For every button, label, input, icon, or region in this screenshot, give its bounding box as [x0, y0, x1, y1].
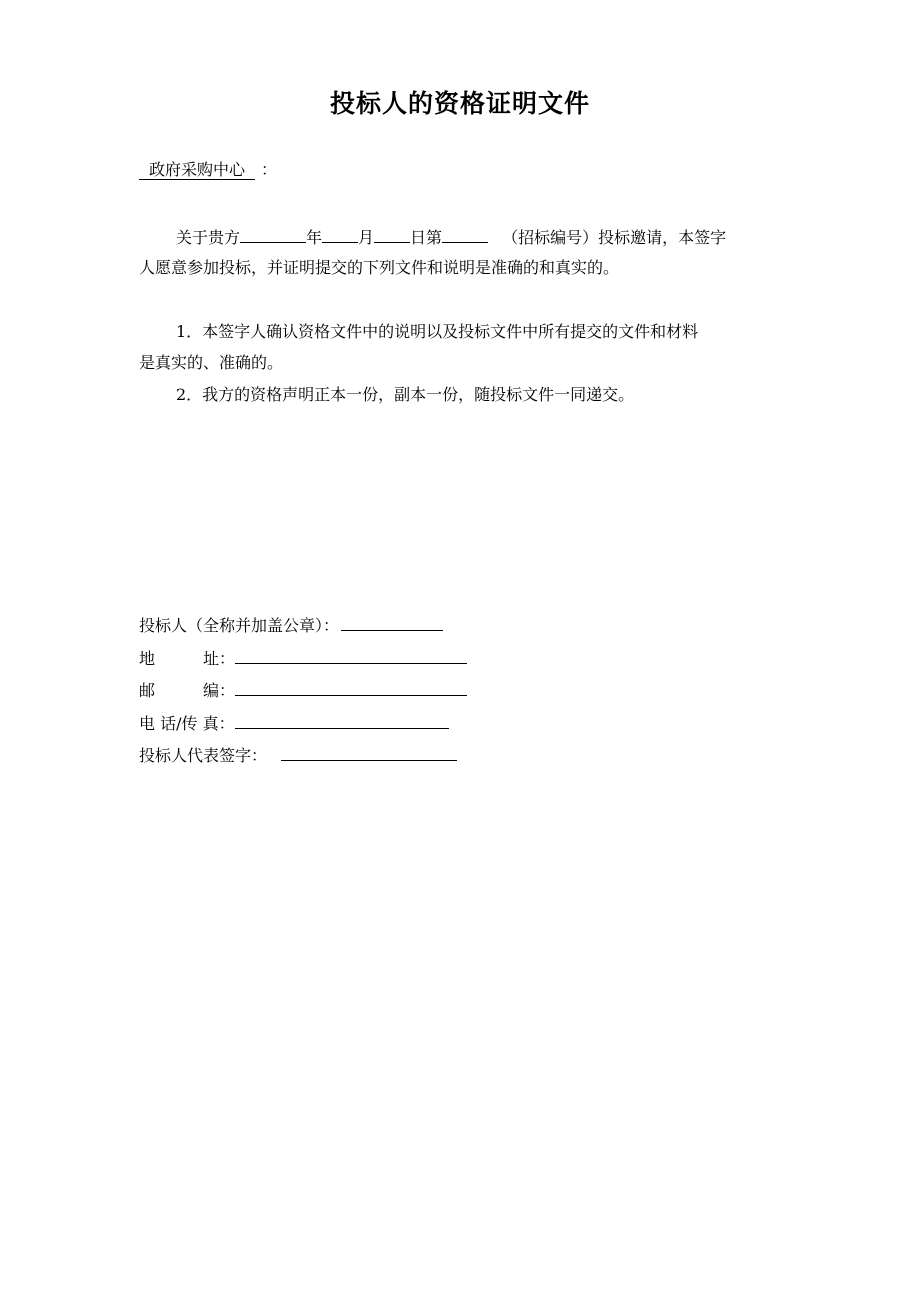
postcode-label-a: 邮 [139, 681, 156, 700]
rep-label: 投标人代表签字： [139, 746, 268, 765]
blank-day[interactable] [374, 225, 410, 243]
phone-blank[interactable] [235, 711, 449, 729]
address-label-a: 地 [139, 649, 156, 668]
phone-label: 电 话/传 真： [139, 714, 235, 733]
signature-bidder-row [139, 613, 443, 636]
para1-month: 月 [358, 228, 375, 247]
para1-day-no: 日第 [410, 228, 443, 247]
bidder-label: 投标人（全称并加盖公章）： [139, 616, 340, 635]
para1-suffix: （招标编号）投标邀请，本签字 [502, 228, 727, 247]
addressee: 政府采购中心 [139, 160, 255, 180]
signature-rep-row [139, 743, 457, 766]
signature-phone-row [139, 711, 449, 734]
blank-tender-no[interactable] [442, 225, 488, 243]
address-blank[interactable] [235, 646, 467, 664]
addressee-colon: ： [261, 160, 278, 179]
signature-address-row [139, 646, 467, 669]
bidder-blank[interactable] [341, 613, 443, 631]
blank-month[interactable] [322, 225, 358, 243]
addressee-line [139, 160, 277, 180]
rep-blank[interactable] [281, 743, 457, 761]
para1-prefix: 关于贵方 [176, 228, 241, 247]
item-2: 2．我方的资格声明正本一份，副本一份，随投标文件一同递交。 [176, 385, 635, 404]
paragraph-1-line-1 [176, 225, 726, 248]
postcode-label-b: 编： [203, 681, 236, 700]
blank-year[interactable] [240, 225, 306, 243]
postcode-blank[interactable] [235, 678, 467, 696]
signature-postcode-row [139, 678, 467, 701]
item-1-line-2: 是真实的、准确的。 [139, 353, 284, 372]
address-label-b: 址： [203, 649, 236, 668]
item-1-line-1: 1．本签字人确认资格文件中的说明以及投标文件中所有提交的文件和材料 [176, 322, 699, 341]
paragraph-1-line-2: 人愿意参加投标，并证明提交的下列文件和说明是准确的和真实的。 [139, 258, 620, 277]
para1-year: 年 [306, 228, 323, 247]
document-title: 投标人的资格证明文件 [329, 89, 590, 118]
